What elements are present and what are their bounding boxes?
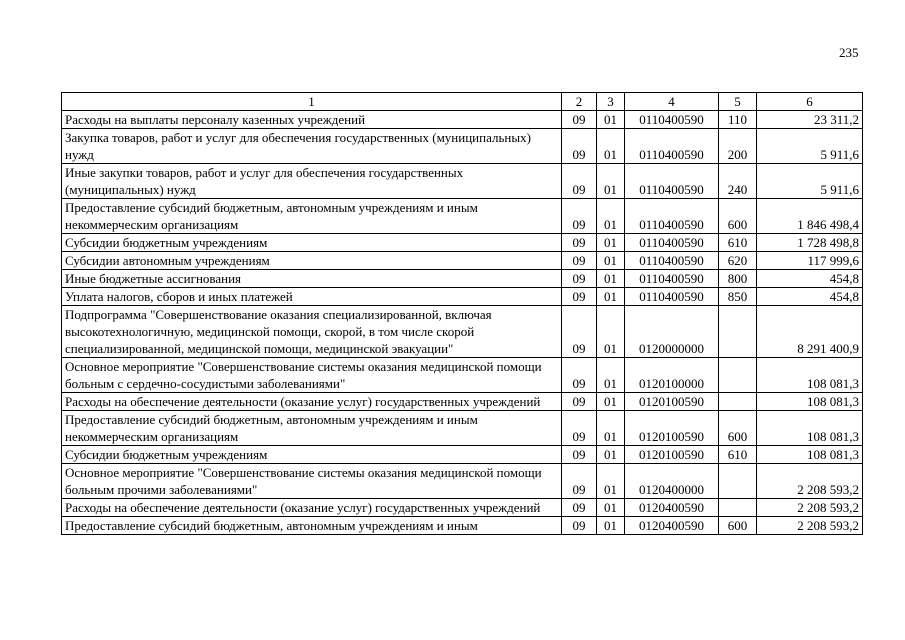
row-csr-cell: 0120400590 [625, 517, 719, 535]
row-name-cell: Расходы на выплаты персоналу казенных учреждений [62, 111, 562, 129]
row-pr-cell: 01 [597, 358, 625, 393]
row-name-cell: Подпрограмма "Совершенствование оказания специализированной, включая высокотехнологичную, медицинской помощи, скорой, в том числе скорой специализированной, медицинской помощи, медицинской эвакуации" [62, 306, 562, 358]
row-csr-cell: 0120100590 [625, 446, 719, 464]
row-pr-cell: 01 [597, 464, 625, 499]
row-rz-cell: 09 [562, 306, 597, 358]
row-name-cell: Субсидии бюджетным учреждениям [62, 234, 562, 252]
row-csr-cell: 0110400590 [625, 164, 719, 199]
header-cell-csr: 4 [625, 93, 719, 111]
row-pr-cell: 01 [597, 129, 625, 164]
row-vr-cell [719, 393, 757, 411]
budget-table-body [62, 93, 863, 535]
table-row [62, 517, 863, 535]
page-number: 235 [839, 45, 859, 60]
row-csr-cell: 0120400590 [625, 499, 719, 517]
row-name-cell: Предоставление субсидий бюджетным, автономным учреждениям и иным некоммерческим организациям [62, 411, 562, 446]
table-row [62, 199, 863, 234]
row-vr-cell: 240 [719, 164, 757, 199]
row-csr-cell: 0110400590 [625, 199, 719, 234]
row-pr-cell: 01 [597, 411, 625, 446]
table-row [62, 499, 863, 517]
row-rz-cell: 09 [562, 252, 597, 270]
table-row [62, 411, 863, 446]
row-pr-cell: 01 [597, 164, 625, 199]
row-csr-cell: 0120100000 [625, 358, 719, 393]
row-csr-cell: 0110400590 [625, 111, 719, 129]
row-rz-cell: 09 [562, 164, 597, 199]
table-header-row [62, 93, 863, 111]
row-csr-cell: 0110400590 [625, 288, 719, 306]
row-pr-cell: 01 [597, 111, 625, 129]
row-name-cell: Предоставление субсидий бюджетным, автономным учреждениям и иным [62, 517, 562, 535]
budget-table [61, 92, 863, 535]
row-sum-cell: 2 208 593,2 [757, 517, 863, 535]
row-sum-cell: 454,8 [757, 288, 863, 306]
row-vr-cell: 600 [719, 411, 757, 446]
row-name-cell: Основное мероприятие "Совершенствование системы оказания медицинской помощи больным с сердечно-сосудистыми заболеваниями" [62, 358, 562, 393]
row-rz-cell: 09 [562, 517, 597, 535]
row-name-cell: Закупка товаров, работ и услуг для обеспечения государственных (муниципальных) нужд [62, 129, 562, 164]
row-name-cell: Иные бюджетные ассигнования [62, 270, 562, 288]
row-rz-cell: 09 [562, 393, 597, 411]
row-csr-cell: 0110400590 [625, 234, 719, 252]
row-rz-cell: 09 [562, 464, 597, 499]
row-vr-cell: 600 [719, 199, 757, 234]
row-vr-cell: 600 [719, 517, 757, 535]
row-name-cell: Предоставление субсидий бюджетным, автономным учреждениям и иным некоммерческим организациям [62, 199, 562, 234]
row-rz-cell: 09 [562, 358, 597, 393]
row-pr-cell: 01 [597, 517, 625, 535]
row-pr-cell: 01 [597, 306, 625, 358]
row-csr-cell: 0110400590 [625, 252, 719, 270]
row-sum-cell: 2 208 593,2 [757, 499, 863, 517]
table-row [62, 234, 863, 252]
row-rz-cell: 09 [562, 411, 597, 446]
row-vr-cell: 610 [719, 234, 757, 252]
row-csr-cell: 0120100590 [625, 393, 719, 411]
row-pr-cell: 01 [597, 393, 625, 411]
row-name-cell: Уплата налогов, сборов и иных платежей [62, 288, 562, 306]
row-vr-cell: 850 [719, 288, 757, 306]
row-pr-cell: 01 [597, 199, 625, 234]
row-rz-cell: 09 [562, 270, 597, 288]
row-sum-cell: 5 911,6 [757, 164, 863, 199]
table-row [62, 358, 863, 393]
row-csr-cell: 0120400000 [625, 464, 719, 499]
row-vr-cell [719, 499, 757, 517]
table-row [62, 464, 863, 499]
row-rz-cell: 09 [562, 111, 597, 129]
header-cell-pr: 3 [597, 93, 625, 111]
row-csr-cell: 0120000000 [625, 306, 719, 358]
row-name-cell: Иные закупки товаров, работ и услуг для обеспечения государственных (муниципальных) нужд [62, 164, 562, 199]
header-cell-vr: 5 [719, 93, 757, 111]
row-name-cell: Расходы на обеспечение деятельности (оказание услуг) государственных учреждений [62, 499, 562, 517]
table-row [62, 252, 863, 270]
row-pr-cell: 01 [597, 234, 625, 252]
table-row [62, 270, 863, 288]
row-vr-cell: 610 [719, 446, 757, 464]
row-pr-cell: 01 [597, 446, 625, 464]
row-rz-cell: 09 [562, 129, 597, 164]
row-vr-cell [719, 464, 757, 499]
row-sum-cell: 1 846 498,4 [757, 199, 863, 234]
row-pr-cell: 01 [597, 288, 625, 306]
row-csr-cell: 0120100590 [625, 411, 719, 446]
header-cell-name: 1 [62, 93, 562, 111]
table-row [62, 306, 863, 358]
row-rz-cell: 09 [562, 446, 597, 464]
row-csr-cell: 0110400590 [625, 270, 719, 288]
row-sum-cell: 23 311,2 [757, 111, 863, 129]
header-cell-sum: 6 [757, 93, 863, 111]
row-sum-cell: 2 208 593,2 [757, 464, 863, 499]
row-vr-cell: 200 [719, 129, 757, 164]
row-sum-cell: 5 911,6 [757, 129, 863, 164]
row-sum-cell: 8 291 400,9 [757, 306, 863, 358]
row-rz-cell: 09 [562, 288, 597, 306]
row-name-cell: Субсидии бюджетным учреждениям [62, 446, 562, 464]
row-sum-cell: 108 081,3 [757, 393, 863, 411]
row-csr-cell: 0110400590 [625, 129, 719, 164]
row-sum-cell: 117 999,6 [757, 252, 863, 270]
row-sum-cell: 108 081,3 [757, 358, 863, 393]
row-vr-cell: 620 [719, 252, 757, 270]
row-name-cell: Расходы на обеспечение деятельности (оказание услуг) государственных учреждений [62, 393, 562, 411]
row-pr-cell: 01 [597, 499, 625, 517]
row-vr-cell [719, 306, 757, 358]
row-name-cell: Основное мероприятие "Совершенствование системы оказания медицинской помощи больным прочими заболеваниями" [62, 464, 562, 499]
row-rz-cell: 09 [562, 234, 597, 252]
row-name-cell: Субсидии автономным учреждениям [62, 252, 562, 270]
table-row [62, 446, 863, 464]
header-cell-rz: 2 [562, 93, 597, 111]
row-vr-cell: 800 [719, 270, 757, 288]
row-sum-cell: 108 081,3 [757, 411, 863, 446]
table-row [62, 164, 863, 199]
row-sum-cell: 108 081,3 [757, 446, 863, 464]
row-vr-cell [719, 358, 757, 393]
row-pr-cell: 01 [597, 270, 625, 288]
table-row [62, 129, 863, 164]
table-row [62, 288, 863, 306]
row-sum-cell: 1 728 498,8 [757, 234, 863, 252]
row-pr-cell: 01 [597, 252, 625, 270]
table-row [62, 393, 863, 411]
table-row [62, 111, 863, 129]
row-vr-cell: 110 [719, 111, 757, 129]
row-rz-cell: 09 [562, 499, 597, 517]
row-sum-cell: 454,8 [757, 270, 863, 288]
row-rz-cell: 09 [562, 199, 597, 234]
